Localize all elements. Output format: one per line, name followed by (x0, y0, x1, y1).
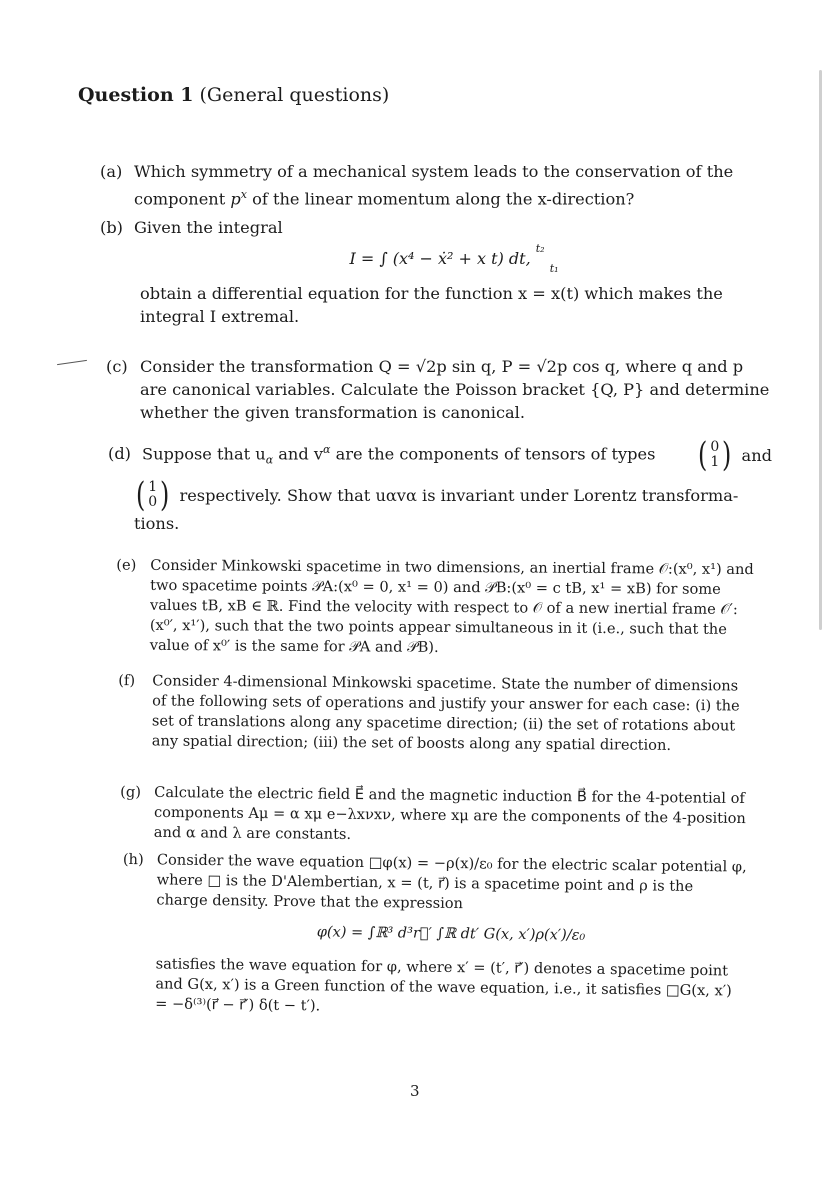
scrollbar-thumb[interactable] (819, 70, 822, 630)
item-d (108, 435, 772, 535)
item-h-equation: φ(x) = ∫ℝ³ d³r⃗′ ∫ℝ dt′ G(x, x′)ρ(x′)/ε₀ (316, 924, 586, 944)
tensor-type-0-1: ( 0 1 ) (698, 435, 732, 475)
pen-mark (57, 360, 87, 365)
item-h (122, 850, 747, 1021)
item-c (106, 355, 770, 424)
item-g-label: (g) (120, 783, 142, 801)
question-subtitle: (General questions) (199, 84, 390, 106)
item-a-line2: component $p^x$ of the linear momentum along the x-direction? (134, 188, 635, 209)
item-e-label: (e) (116, 556, 137, 574)
item-f-text: Consider 4-dimensional Minkowski spacetime. State the number of dimensions of the following sets of operations and justify your answer for each case: (i) the set of translations along any spacetime direction; (ii) the set of rotations about any spatial direction; (iii) the set of boosts along any spatial direction. (151, 672, 740, 754)
item-a-label: (a) (100, 162, 123, 181)
item-b-equation: I = ∫ (x⁴ − ẋ² + x t) dt, $^{t_2}$ $_{t_1}$ (349, 242, 559, 275)
item-g-text: Calculate the electric field E⃗ and the magnetic induction B⃗ for the 4-potential of components Aμ = α xμ e−λxνxν, where xμ are the components of the 4-position and α and λ are constants. (153, 783, 746, 843)
item-f-label: (f) (118, 672, 136, 690)
item-a (100, 160, 784, 210)
item-e (116, 556, 759, 660)
item-b-upper-limit: t₂ (535, 242, 545, 255)
item-d-label: (d) (108, 444, 131, 463)
question-label: Question 1 (78, 84, 194, 106)
item-h-text2: satisfies the wave equation for φ, where x′ = (t′, r⃗′) denotes a spacetime point and G(x, x′) is a Green function of the wave equation, i.e., it satisfies □G(x, x′) = −δ⁽³⁾(r⃗ − r⃗′) δ(t − t′). (155, 955, 732, 1015)
item-b (100, 216, 774, 328)
item-h-text: Consider the wave equation □φ(x) = −ρ(x)/ε₀ for the electric scalar potential φ, where □ is the D'Alembertian, x = (t, r⃗) is a spacetime point and ρ is the charge density. Prove that the expression (156, 851, 747, 913)
item-b-label: (b) (100, 218, 123, 237)
item-g (120, 783, 751, 849)
item-c-text: Consider the transformation Q = √2p sin q, P = √2p cos q, where q and p are canonical variables. Calculate the Poisson bracket {Q, P} and determine whether the given transformation is canonical. (140, 357, 770, 422)
item-d-line3: tions. (134, 514, 180, 533)
page-number: 3 (410, 1082, 420, 1100)
item-b-lower-limit: t₁ (549, 262, 559, 275)
tensor-type-1-0: ( 1 0 ) (135, 475, 170, 515)
item-f (118, 671, 753, 756)
item-d-line1: Suppose that $u_\alpha$ and $v^\alpha$ are the components of tensors of types ( 0 1 ) and (142, 435, 772, 475)
item-b-text: obtain a differential equation for the function x = x(t) which makes the integral I extremal. (140, 284, 723, 326)
item-e-text: Consider Minkowski spacetime in two dimensions, an inertial frame 𝒪:(x⁰, x¹) and two spacetime points 𝒫A:(x⁰ = 0, x¹ = 0) and 𝒫B:(x⁰ = c tB, x¹ = xB) for some values tB, xB ∈ ℝ. Find the velocity with respect to 𝒪 of a new inertial frame 𝒪′:(x⁰′, x¹′), such that the two points appear simultaneous in it (i.e., such that the value of x⁰′ is the same for 𝒫A and 𝒫B). (149, 556, 754, 656)
item-a-line1: Which symmetry of a mechanical system leads to the conservation of the (134, 162, 734, 181)
item-h-label: (h) (122, 850, 144, 869)
question-heading (78, 84, 389, 106)
item-b-intro: Given the integral (134, 218, 283, 237)
item-d-line2: ( 1 0 ) respectively. Show that uαvα is invariant under Lorentz transforma- (135, 475, 739, 515)
item-c-label: (c) (106, 357, 128, 376)
